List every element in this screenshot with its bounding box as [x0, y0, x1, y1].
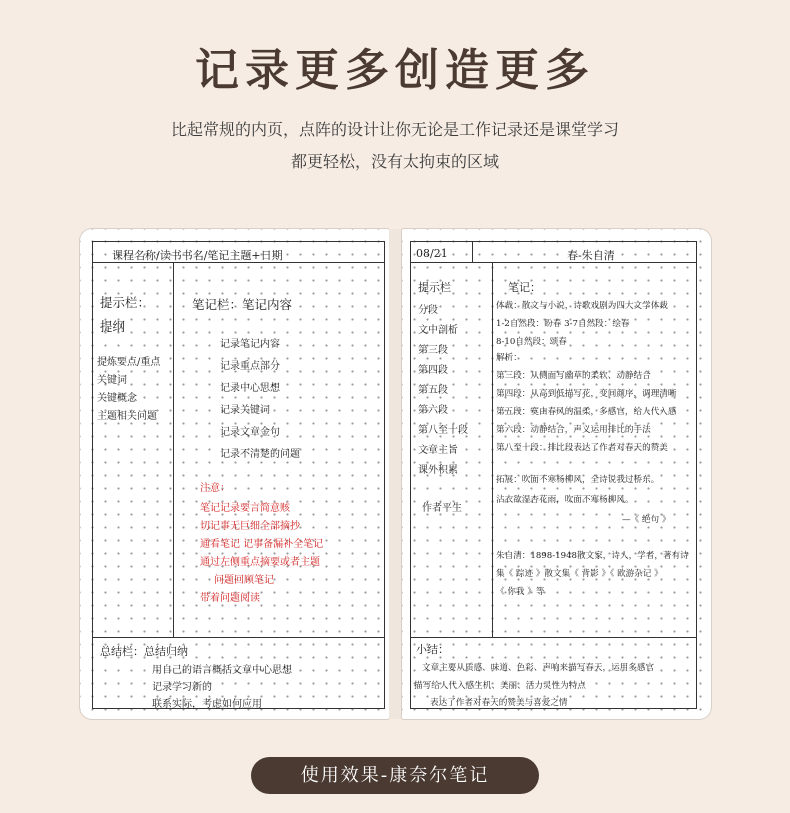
right-summary-title: 小结： — [416, 643, 449, 656]
right-page-title: 春-朱自清 — [567, 249, 615, 262]
right-cue-column-divider — [492, 262, 493, 638]
left-note-item: 记录中心思想 — [220, 383, 280, 394]
right-date-divider — [472, 241, 473, 263]
left-cue-item: 关键概念 — [97, 393, 137, 404]
right-note-line: 8-10自然段：颂春 — [496, 337, 567, 347]
left-page-header: 课程名称/读书书名/笔记主题+日期 — [112, 249, 283, 262]
right-cue-item: 第八至十段 — [418, 425, 468, 436]
right-note-line: 第三段：从侧面写幽草的柔软、动静结合 — [496, 371, 651, 381]
right-cue-item: 第四段 — [418, 365, 448, 376]
subtitle-line-1: 比起常规的内页，点阵的设计让你无论是工作记录还是课堂学习 — [170, 120, 619, 139]
left-notice-item: 笔记记录要言简意赅 — [200, 503, 290, 514]
left-cue-outline: 提纲 — [100, 319, 126, 334]
right-note-line: 解析： — [496, 353, 522, 363]
left-summary-line: 用自己的语言概括文章中心思想 — [152, 665, 292, 676]
subtitle-line-2: 都更轻松，没有太拘束的区域 — [290, 152, 499, 171]
right-header-divider — [410, 262, 697, 263]
left-cue-column-divider — [173, 262, 174, 638]
left-summary-line: 联系实际，考虑如何应用 — [152, 699, 262, 710]
right-note-line: 1-2自然段：盼春 3-7自然段：绘春 — [496, 319, 630, 329]
page-title: 记录更多创造更多 — [195, 45, 595, 96]
right-cue-title: 提示栏 — [418, 281, 451, 294]
left-notice-item: 切记事无巨细全部摘抄 — [200, 521, 300, 532]
left-summary-title: 总结栏：总结归纳 — [100, 645, 188, 658]
right-note-line: 第五段：寞由春风的温柔，多感官，给人代入感 — [496, 407, 677, 417]
left-note-item: 记录文章金句 — [220, 427, 280, 438]
left-notice-item: 带着问题阅读 — [200, 593, 260, 604]
left-note-item: 记录重点部分 — [220, 361, 280, 372]
right-note-line: 沾衣欲湿杏花雨，吹面不寒杨柳风。 — [496, 495, 634, 505]
left-notice-title: 注意： — [200, 483, 230, 494]
left-notice-item: 问题回顾笔记 — [214, 575, 274, 586]
left-notice-item: 通过左侧重点摘要或者主题 — [200, 557, 320, 568]
left-cue-item: 主题相关问题 — [97, 411, 157, 422]
left-note-item: 记录不清楚的问题 — [220, 449, 300, 460]
left-summary-line: 记录学习新的 — [152, 682, 212, 693]
left-note-item: 记录关键词 — [220, 405, 270, 416]
right-cue-item: 课外积累 — [418, 465, 458, 476]
notebook-spine — [389, 229, 402, 719]
right-summary-line: 文章主要从质感、味道、色彩、声响来描写春天，运用多感官 — [422, 663, 655, 673]
right-note-title: 笔记： — [508, 281, 541, 294]
right-note-line: 《 你我 》等 — [496, 587, 545, 597]
right-cue-item: 作者平生 — [422, 503, 462, 514]
right-cue-item: 文章主旨 — [418, 445, 458, 456]
right-note-line: 第四段：从高到低描写花，变间颜序，调理清晰 — [496, 389, 677, 399]
open-notebook — [80, 229, 711, 719]
right-cue-item: 文中剖析 — [418, 325, 458, 336]
left-cue-item: 关键词 — [97, 375, 127, 386]
right-note-line: —《 绝句 》 — [622, 515, 671, 525]
left-cue-item: 提炼要点/重点 — [97, 357, 161, 368]
left-note-title: 笔记栏：笔记内容 — [192, 297, 293, 312]
right-cue-item: 分段 — [418, 305, 438, 316]
right-summary-divider — [410, 637, 697, 638]
left-notice-item: 通看笔记 记事备漏补全笔记 — [200, 539, 324, 550]
right-note-line: 第八至十段：排比段表达了作者对春天的赞美 — [496, 443, 668, 453]
left-note-item: 记录笔记内容 — [220, 339, 280, 350]
right-cue-item: 第三段 — [418, 345, 448, 356]
right-cue-item: 第六段 — [418, 405, 448, 416]
right-note-line: 第六段：动静结合，声义运用排比的手法 — [496, 425, 651, 435]
right-note-line: 体裁：散文与小说，诗歌戏剧为四大文学体裁 — [496, 301, 668, 311]
left-notebook-page — [80, 229, 389, 719]
right-note-line: 拓展：吹面不寒杨柳风，全诗说我过桥东。 — [496, 475, 660, 485]
right-summary-line: 描写给人代入感生机、美丽、活力灵性为特点 — [414, 681, 586, 691]
product-label-badge: 使用效果-康奈尔笔记 — [251, 757, 539, 794]
right-summary-line: 表达了作者对春天的赞美与喜爱之情 — [430, 698, 568, 708]
right-cue-item: 第五段 — [418, 385, 448, 396]
right-notebook-page — [402, 229, 711, 719]
left-summary-divider — [92, 637, 385, 638]
right-note-line: 集《 踪迹 》散文集《 背影 》《 欧游杂记 》 — [496, 569, 663, 579]
left-cue-title: 提示栏： — [100, 295, 151, 310]
right-note-line: 朱自清：1898-1948散文家，诗人，学者，著有诗 — [496, 551, 689, 561]
right-date: 08/21 — [416, 247, 448, 260]
